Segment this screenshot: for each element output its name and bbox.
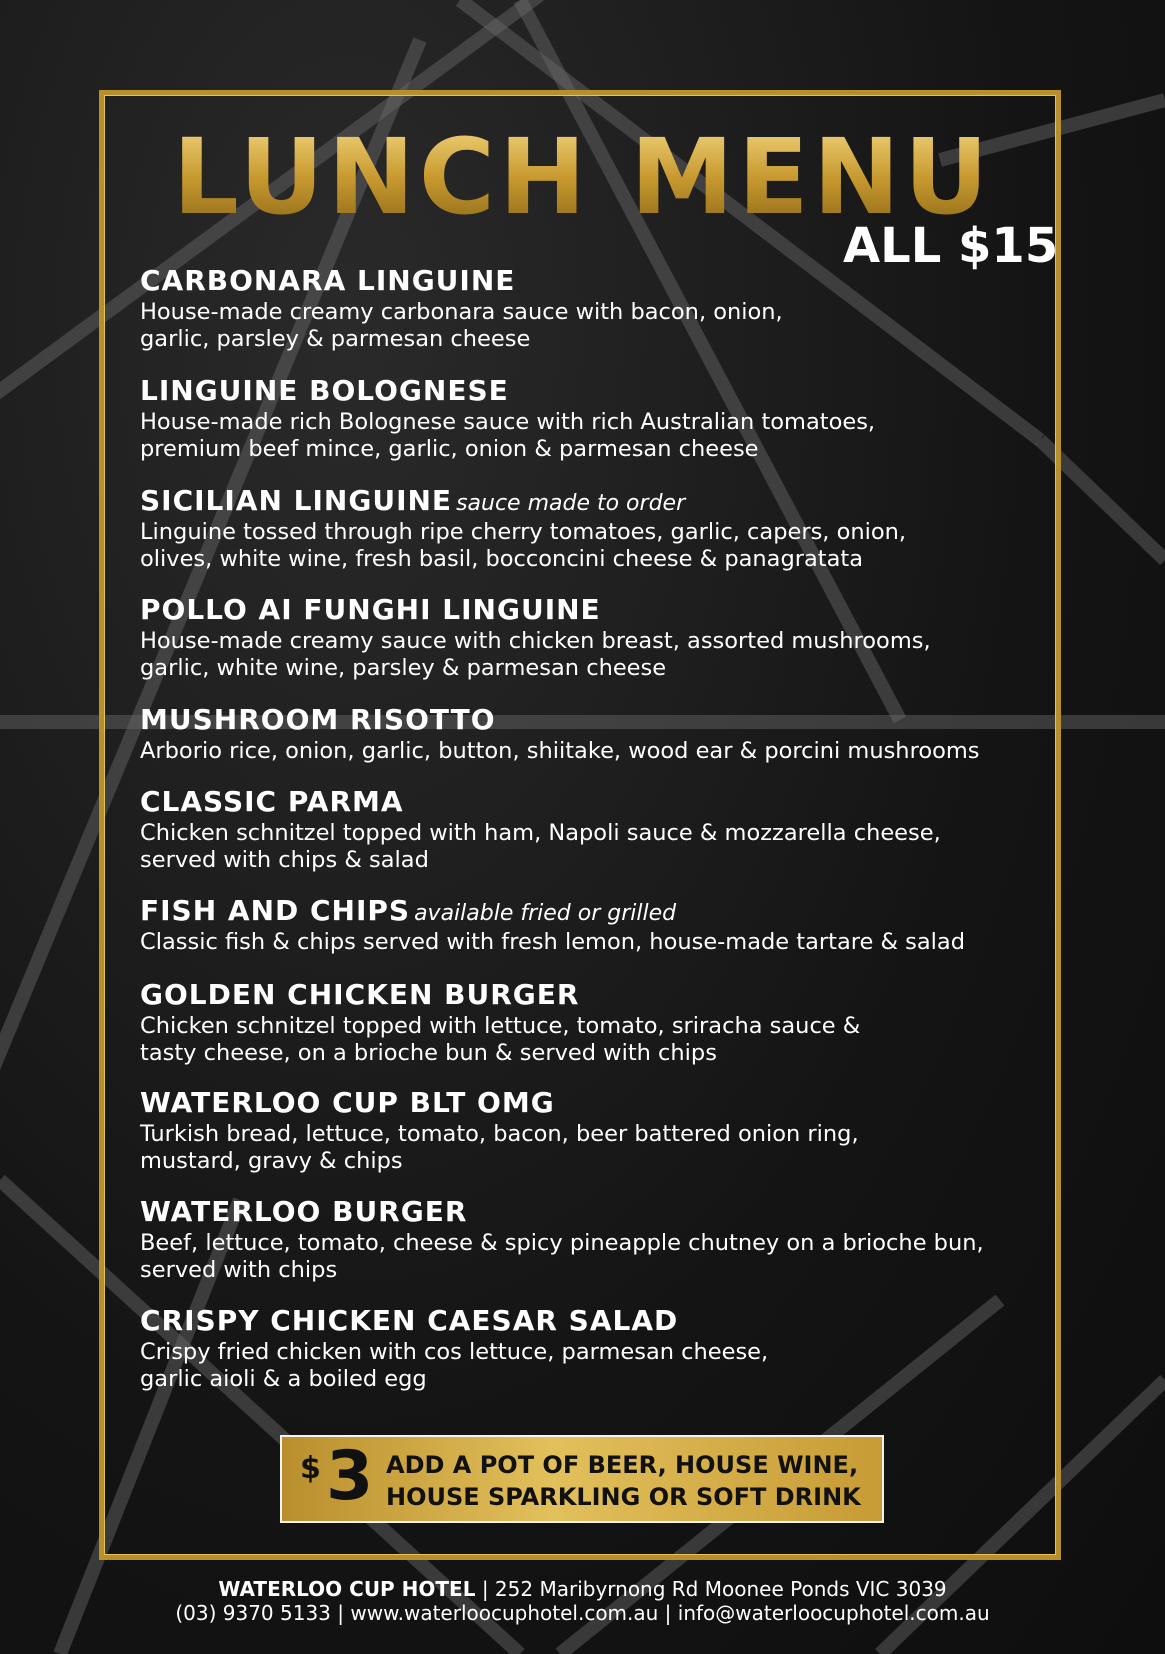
menu-item <box>140 1088 1020 1175</box>
menu-item <box>140 266 1020 353</box>
menu-item <box>140 705 1020 765</box>
item-name: CRISPY CHICKEN CAESAR SALAD <box>140 1304 679 1337</box>
offer-amount: 3 <box>326 1437 374 1516</box>
menu-item <box>140 896 1020 956</box>
venue-address: | 252 Maribyrnong Rd Moonee Ponds VIC 3039 <box>475 1577 947 1601</box>
item-description: Classic fish & chips served with fresh lemon, house-made tartare & salad <box>140 929 966 955</box>
item-note: sauce made to order <box>456 491 686 516</box>
item-description: House-made creamy carbonara sauce with bacon, onion, garlic, parsley & parmesan cheese <box>140 299 783 352</box>
price-label: ALL $15 <box>843 218 1059 274</box>
website-link[interactable]: www.waterloocuphotel.com.au <box>350 1601 659 1625</box>
footer <box>0 1577 1165 1625</box>
item-name: WATERLOO CUP BLT OMG <box>140 1086 555 1119</box>
item-description: Chicken schnitzel topped with ham, Napoli sauce & mozzarella cheese, served with chips & salad <box>140 820 941 873</box>
item-name: SICILIAN LINGUINE <box>140 484 453 517</box>
item-name: WATERLOO BURGER <box>140 1195 468 1228</box>
offer-line-1: ADD A POT OF BEER, HOUSE WINE, <box>386 1451 859 1479</box>
menu-title: LUNCH MENU <box>0 125 1165 229</box>
menu-item <box>140 1197 1020 1284</box>
item-name: MUSHROOM RISOTTO <box>140 703 496 736</box>
item-description: Beef, lettuce, tomato, cheese & spicy pineapple chutney on a brioche bun, served with chips <box>140 1230 984 1283</box>
item-name: GOLDEN CHICKEN BURGER <box>140 978 580 1011</box>
venue-name: WATERLOO CUP HOTEL <box>218 1577 476 1601</box>
menu-item <box>140 486 1020 573</box>
item-description: Chicken schnitzel topped with lettuce, tomato, sriracha sauce & tasty cheese, on a brioche bun & served with chips <box>140 1013 861 1066</box>
menu-item <box>140 595 1020 682</box>
item-description: Arborio rice, onion, garlic, button, shiitake, wood ear & porcini mushrooms <box>140 738 980 764</box>
menu-item <box>140 1306 1020 1393</box>
item-description: Crispy fried chicken with cos lettuce, parmesan cheese, garlic aioli & a boiled egg <box>140 1339 769 1392</box>
email-link[interactable]: info@waterloocuphotel.com.au <box>677 1601 990 1625</box>
phone-number[interactable]: (03) 9370 5133 <box>175 1601 331 1625</box>
menu-item <box>140 787 1020 874</box>
offer-currency: $ <box>300 1451 321 1486</box>
menu-item <box>140 376 1020 463</box>
drink-offer-banner <box>280 1435 884 1523</box>
item-description: Linguine tossed through ripe cherry tomatoes, garlic, capers, onion, olives, white wine, fresh basil, bocconcini cheese & panagratata <box>140 519 907 572</box>
item-description: Turkish bread, lettuce, tomato, bacon, beer battered onion ring, mustard, gravy & chips <box>140 1121 859 1174</box>
item-name: FISH AND CHIPS <box>140 894 411 927</box>
item-name: CLASSIC PARMA <box>140 785 404 818</box>
separator: | <box>330 1601 351 1625</box>
menu-item <box>140 980 1020 1067</box>
item-name: POLLO AI FUNGHI LINGUINE <box>140 593 601 626</box>
item-note: available fried or grilled <box>414 901 677 926</box>
separator: | <box>658 1601 678 1625</box>
item-description: House-made rich Bolognese sauce with rich Australian tomatoes, premium beef mince, garlic, onion & parmesan cheese <box>140 409 876 462</box>
offer-line-2: HOUSE SPARKLING OR SOFT DRINK <box>386 1483 861 1511</box>
item-name: CARBONARA LINGUINE <box>140 264 516 297</box>
item-description: House-made creamy sauce with chicken breast, assorted mushrooms, garlic, white wine, parsley & parmesan cheese <box>140 628 931 681</box>
item-name: LINGUINE BOLOGNESE <box>140 374 509 407</box>
